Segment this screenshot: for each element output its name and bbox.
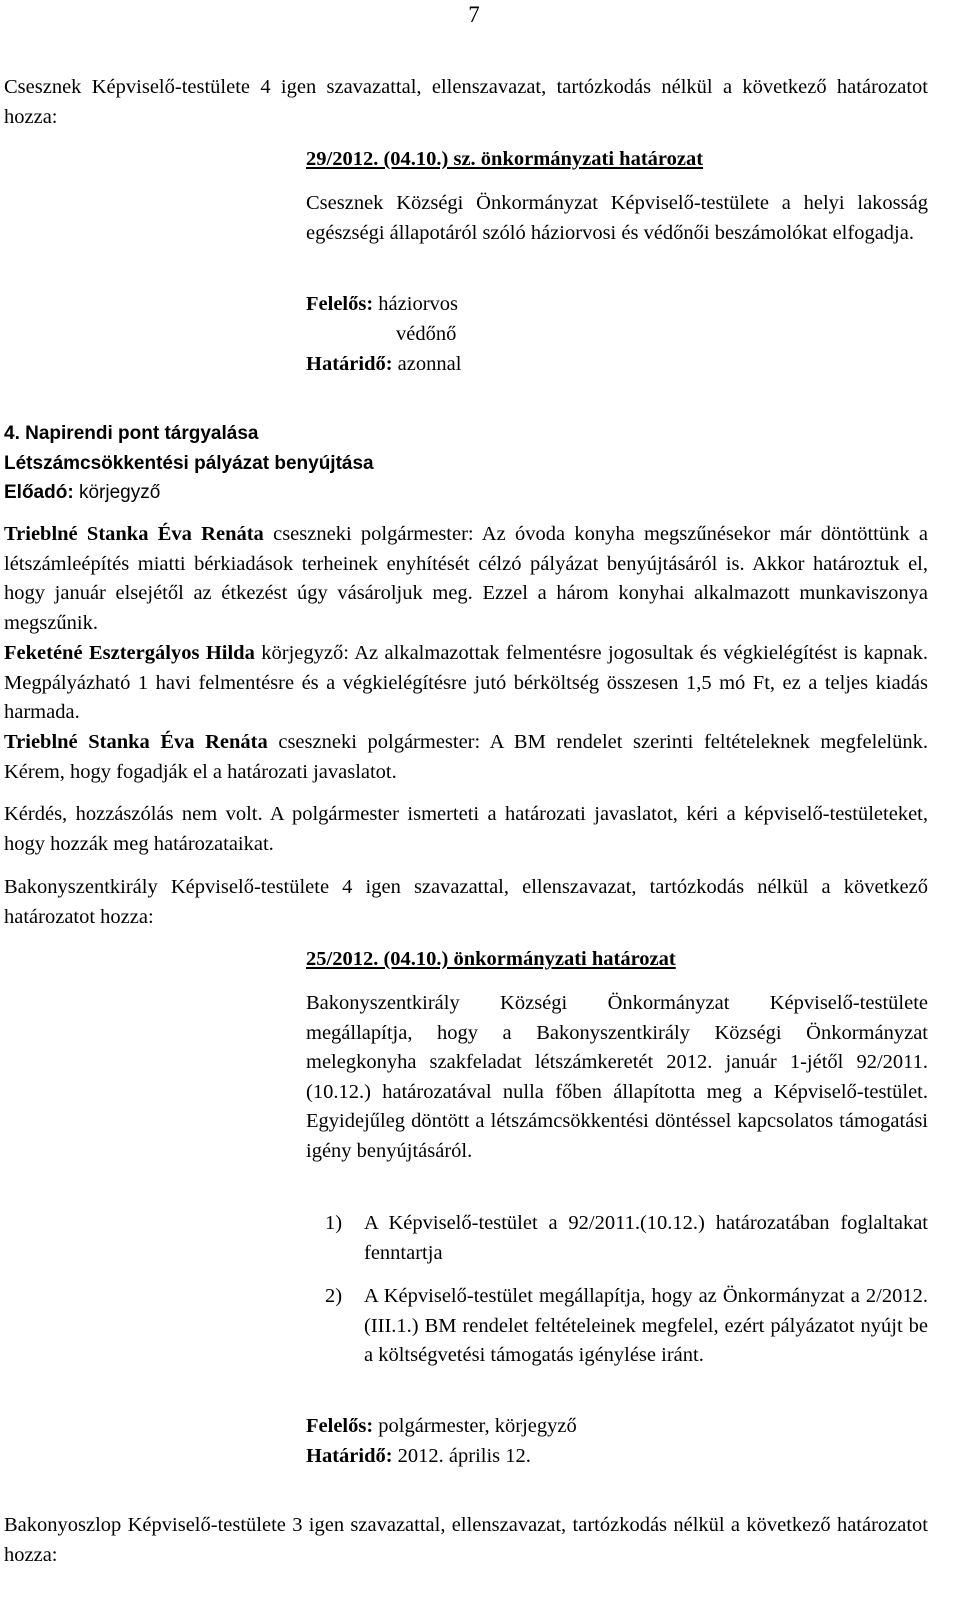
- deadline-29: [306, 350, 928, 380]
- deadline-value: 2012. április 12.: [397, 1445, 531, 1467]
- vote-paragraph-bakonyoszlop: Bakonyoszlop Képviselő-testülete 3 igen szavazattal, ellenszavazat, tartózkodás nélkül a következő határozatot hozza:: [4, 1514, 928, 1566]
- agenda-heading: 4. Napirendi pont tárgyalása: [4, 423, 259, 444]
- speech-text: cseszneki polgármester: Az óvoda konyha megszűnésekor már döntöttünk a létszámleépítés miatti bérkiadások terheinek enyhítését célzó pályázat benyújtásáról is. Akkor határoztuk el, hogy január elsejétől az étkezést úgy vásároljuk meg. Ezzel a három konyhai alkalmazott munkaviszonya megszűnik.: [4, 523, 928, 634]
- responsible-25: [306, 1412, 928, 1442]
- speech-text: körjegyző: Az alkalmazottak felmentésre jogosultak és végkielégítést is kapnak. Megpályázható 1 havi felmentésre és a végkielégítésre jutó bérköltség összesen 1,5 mó Ft, ez a teljes kiadás harmada.: [4, 642, 928, 724]
- agenda-block: [4, 419, 928, 508]
- responsible-value: háziorvos: [378, 293, 458, 315]
- vote-paragraph-bakonyszentkiraly: Bakonyszentkirály Képviselő-testülete 4 igen szavazattal, ellenszavazat, tartózkodás nélkül a következő határozatot hozza:: [4, 876, 928, 928]
- agenda-subject: Létszámcsökkentési pályázat benyújtása: [4, 452, 374, 474]
- deadline-label: Határidő:: [306, 1445, 393, 1467]
- item-text: A Képviselő-testület megállapítja, hogy az Önkormányzat a 2/2012.(III.1.) BM rendelet feltételeinek megfelel, ezért pályázatot nyújt be a költségvetési támogatás igénylése iránt.: [364, 1285, 928, 1367]
- item-number: 1): [325, 1212, 343, 1234]
- vote-paragraph-csesznek: Csesznek Képviselő-testülete 4 igen szavazattal, ellenszavazat, tartózkodás nélkül a következő határozatot hozza:: [4, 76, 928, 128]
- speaker-name: Trieblné Stanka Éva Renáta: [4, 731, 268, 753]
- presenter-value: körjegyző: [78, 482, 161, 504]
- question-paragraph: Kérdés, hozzászólás nem volt. A polgármester ismerteti a határozati javaslatot, kéri a képviselő-testületeket, hogy hozzák meg határozataikat.: [4, 803, 928, 855]
- responsible-value: polgármester, körjegyző: [378, 1415, 577, 1437]
- resolution-title-25: [306, 945, 928, 975]
- resolution-title-text: 29/2012. (04.10.) sz. önkormányzati határozat: [306, 148, 704, 170]
- speech-paragraph-2: [4, 639, 928, 728]
- item-number: 2): [325, 1285, 343, 1307]
- resolution-title-29: [306, 145, 928, 175]
- speech-paragraph-1: [4, 520, 928, 638]
- speech-paragraph-3: [4, 728, 928, 787]
- responsible-label: Felelős:: [306, 1415, 374, 1437]
- agenda-presenter: [4, 478, 928, 508]
- responsible-label: Felelős:: [306, 293, 374, 315]
- resolution-title-text: 25/2012. (04.10.) önkormányzati határozat: [306, 948, 676, 970]
- resolution-text-29: Csesznek Községi Önkormányzat Képviselő-testülete a helyi lakosság egészségi állapotáról szóló háziorvosi és védőnői beszámolókat elfogadja.: [306, 192, 928, 244]
- deadline-25: [306, 1442, 928, 1472]
- deadline-label: Határidő:: [306, 353, 393, 375]
- presenter-label: Előadó:: [4, 482, 74, 504]
- deadline-value: azonnal: [397, 353, 462, 375]
- page-number: 7: [468, 2, 480, 27]
- item-text: A Képviselő-testület a 92/2011.(10.12.) határozatában foglaltakat fenntartja: [364, 1212, 928, 1264]
- speech-text: cseszneki polgármester: A BM rendelet szerinti feltételeknek megfelelünk. Kérem, hogy fogadják el a határozati javaslatot.: [4, 731, 928, 783]
- resolution-text-25: Bakonyszentkirály Községi Önkormányzat Képviselő-testülete megállapítja, hogy a Bakonyszentkirály Községi Önkormányzat melegkonyha szakfeladat létszámkeretét 2012. január 1-jétől 92/2011. (10.12.) határozatával nulla főben állapította meg a Képviselő-testület. Egyidejűleg döntött a létszámcsökkentési döntéssel kapcsolatos támogatási igény benyújtásáról.: [306, 992, 928, 1162]
- speaker-name: Feketéné Esztergályos Hilda: [4, 642, 255, 664]
- responsible-29: [306, 290, 928, 320]
- responsible-value-2: védőnő: [396, 323, 457, 345]
- speaker-name: Trieblné Stanka Éva Renáta: [4, 523, 264, 545]
